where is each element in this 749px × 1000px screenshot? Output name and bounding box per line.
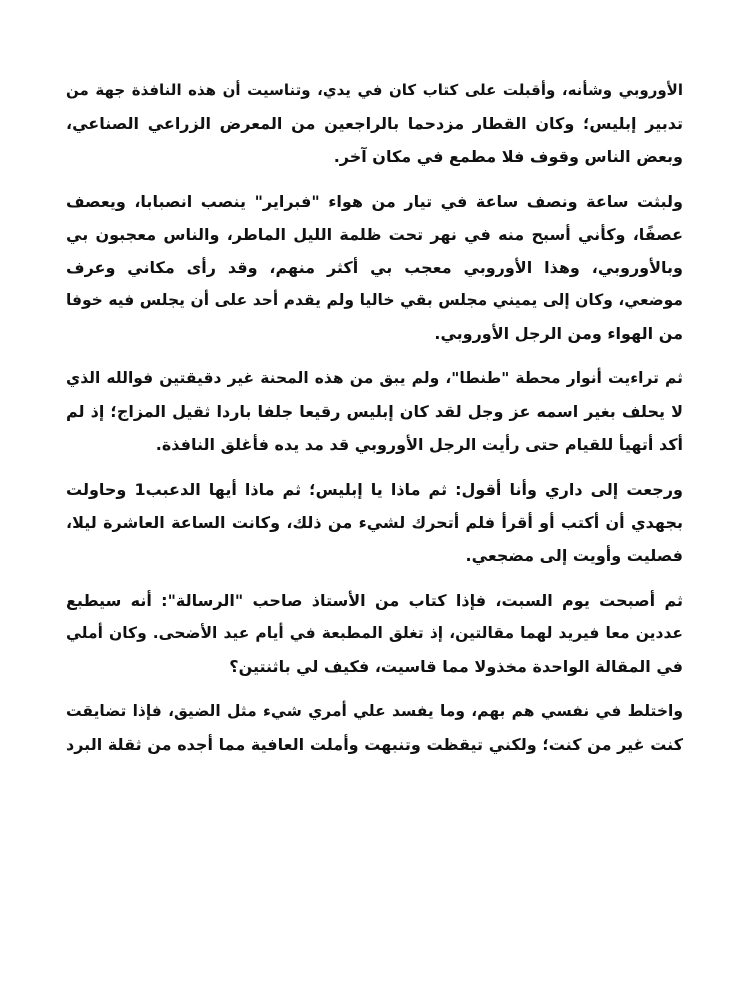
text-line: فصليت وأويت إلى مضجعي. xyxy=(465,546,683,565)
text-line: وبعض الناس وقوف فلا مطمع في مكان آخر. xyxy=(333,147,683,166)
paragraph-2 xyxy=(66,185,683,350)
paragraph-4 xyxy=(66,473,683,572)
text-line: من الهواء ومن الرجل الأوروبي. xyxy=(434,324,683,343)
text-line: واختلط في نفسي هم بهم، وما يفسد علي أمري شيء مثل الضيق، فإذا تضايقت xyxy=(66,702,683,720)
text-line: لا يحلف بغير اسمه عز وجل لقد كان إبليس رقيعا جلفا باردا ثقيل المزاج؛ إذ لم xyxy=(66,402,683,421)
text-line: ولبثت ساعة ونصف ساعة في تيار من هواء "فبراير" ينصب انصبابا، ويعصف xyxy=(66,192,683,211)
text-line: بجهدي أن أكتب أو أقرأ فلم أتحرك لشيء من ذلك، وكانت الساعة العاشرة ليلا، xyxy=(66,513,683,532)
text-line: عددين معا فيريد لهما مقالتين، إذ تغلق المطبعة في أيام عيد الأضحى. وكان أملي xyxy=(66,624,683,642)
paragraph-5 xyxy=(66,584,683,683)
text-line: تدبير إبليس؛ وكان القطار مزدحما بالراجعين من المعرض الزراعي الصناعي، xyxy=(66,114,683,133)
paragraph-6 xyxy=(66,695,683,761)
paragraph-1 xyxy=(66,74,683,173)
text-line: كنت غير من كنت؛ ولكني تيقظت وتنبهت وأملت العافية مما أجده من ثقلة البرد xyxy=(66,735,683,754)
paragraph-3 xyxy=(66,362,683,461)
text-line: أكد أتهيأ للقيام حتى رأيت الرجل الأوروبي قد مد يده فأغلق النافذة. xyxy=(155,435,683,454)
text-line: وبالأوروبي، وهذا الأوروبي معجب بي أكثر منهم، وقد رأى مكاني وعرف xyxy=(66,258,683,277)
text-line: في المقالة الواحدة مخذولا مما قاسيت، فكيف لي باثنتين؟ xyxy=(229,657,683,676)
text-line: الأوروبي وشأنه، وأقبلت على كتاب كان في يدي، وتناسيت أن هذه النافذة جهة من xyxy=(66,81,683,99)
text-line: موضعي، وكان إلى يميني مجلس بقي خاليا ولم يقدم أحد على أن يجلس فيه خوفا xyxy=(66,291,683,309)
text-line: ورجعت إلى داري وأنا أقول: ثم ماذا يا إبليس؛ ثم ماذا أيها الدعبب1 وحاولت xyxy=(66,480,683,499)
text-line: ثم أصبحت يوم السبت، فإذا كتاب من الأستاذ صاحب "الرسالة": أنه سيطبع xyxy=(66,591,683,610)
text-line: عصفًا، وكأني أسبح منه في نهر تحت ظلمة الليل الماطر، والناس معجبون بي xyxy=(66,225,683,244)
text-line: ثم تراءيت أنوار محطة "طنطا"، ولم يبق من هذه المحنة غير دقيقتين فوالله الذي xyxy=(66,369,683,387)
